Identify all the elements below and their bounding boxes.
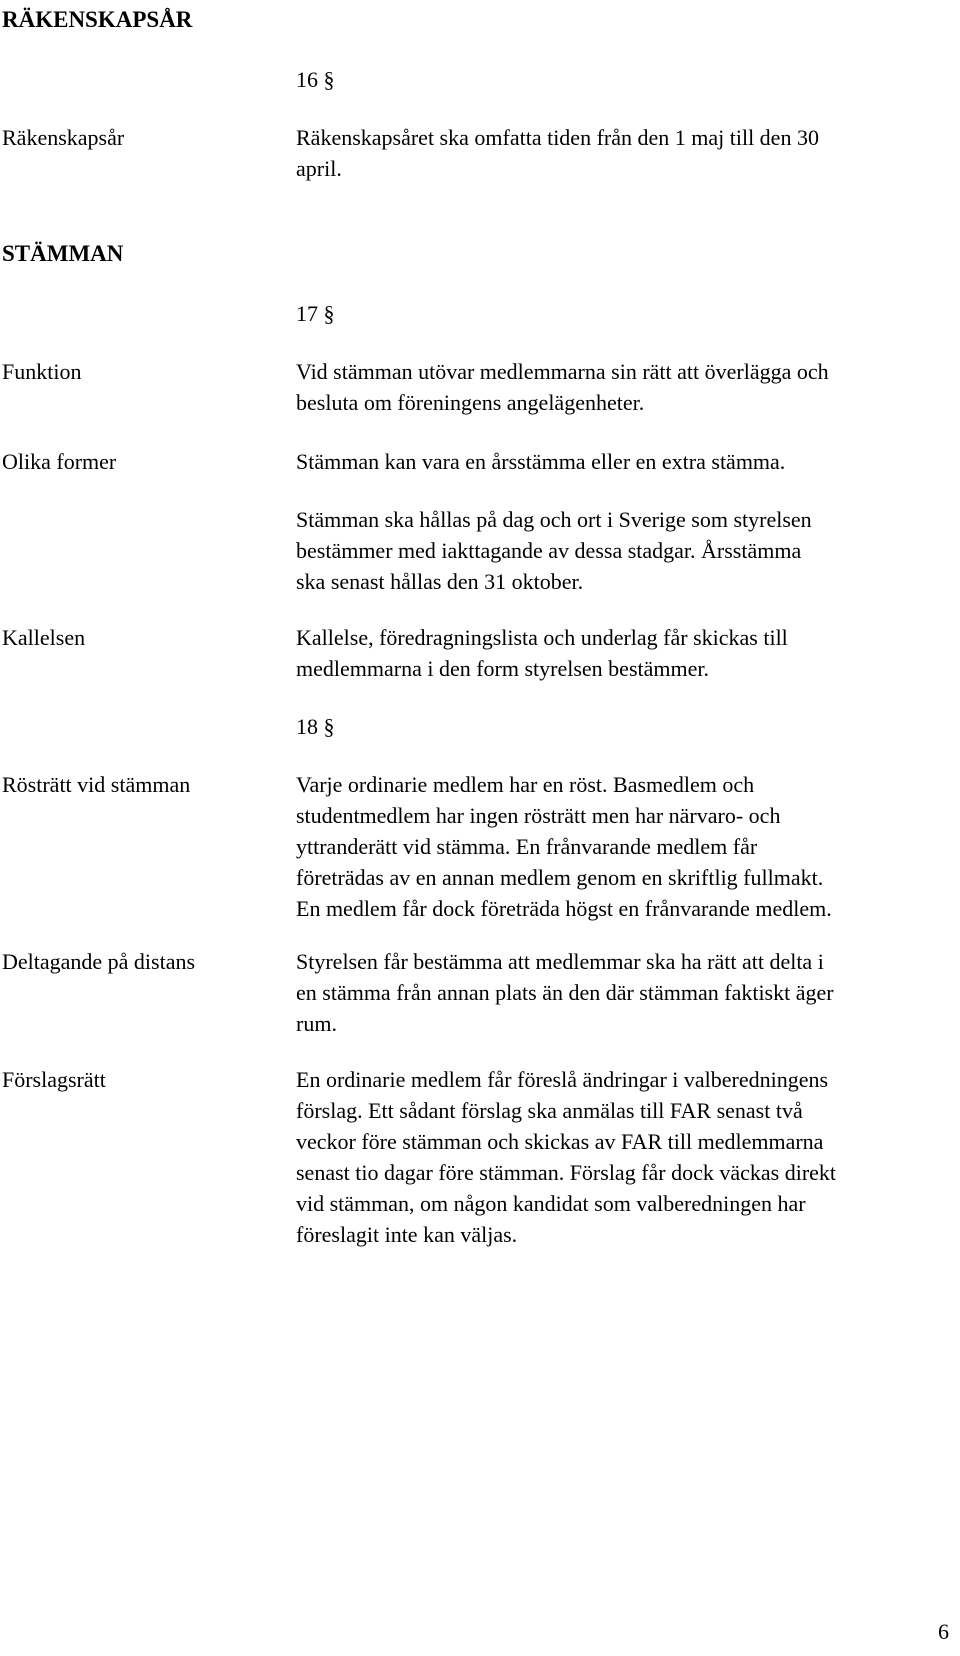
margin-label-funktion: Funktion xyxy=(2,359,82,384)
paragraph-number-17: 17 § xyxy=(296,301,335,326)
paragraph-forslagsratt: En ordinarie medlem får föreslå ändringar i valberedningens förslag. Ett sådant förslag ska anmälas till FAR senast två veckor före stämman och skickas av FAR till medlemmarna senast tio dagar före stämman. Förslag får dock väckas direkt vid stämman, om någon kandidat som valberedningen har föreslagit inte kan väljas. xyxy=(296,1067,837,1247)
paragraph-olika-former: Stämman kan vara en årsstämma eller en extra stämma. xyxy=(296,449,786,474)
margin-label-kallelsen: Kallelsen xyxy=(2,625,86,650)
margin-label-forslagsratt: Förslagsrätt xyxy=(2,1067,106,1092)
section-heading-stamman: STÄMMAN xyxy=(2,241,124,266)
paragraph-funktion: Vid stämman utövar medlemmarna sin rätt att överlägga och besluta om föreningens angelägenheter. xyxy=(296,359,829,415)
margin-label-rostratt: Rösträtt vid stämman xyxy=(2,772,191,797)
margin-label-deltagande-pa-distans: Deltagande på distans xyxy=(2,949,196,974)
paragraph-rostratt: Varje ordinarie medlem har en röst. Basmedlem och studentmedlem har ingen rösträtt men har närvaro- och yttranderätt vid stämma. En frånvarande medlem får företrädas av en annan medlem genom en skriftlig fullmakt. En medlem får dock företräda högst en frånvarande medlem. xyxy=(296,772,832,921)
paragraph-deltagande-pa-distans: Styrelsen får bestämma att medlemmar ska ha rätt att delta i en stämma från annan plats än den där stämman faktiskt äger rum. xyxy=(296,949,834,1036)
paragraph-kallelsen: Kallelse, föredragningslista och underlag får skickas till medlemmarna i den form styrelsen bestämmer. xyxy=(296,625,788,681)
margin-label-rakenskapsar: Räkenskapsår xyxy=(2,125,125,150)
paragraph-rakenskapsar: Räkenskapsåret ska omfatta tiden från den 1 maj till den 30 april. xyxy=(296,125,819,181)
paragraph-number-16: 16 § xyxy=(296,67,335,92)
page-number: 6 xyxy=(938,1619,949,1644)
paragraph-number-18: 18 § xyxy=(296,714,335,739)
paragraph-tid-och-ort: Stämman ska hållas på dag och ort i Sverige som styrelsen bestämmer med iakttagande av dessa stadgar. Årsstämma ska senast hållas den 31 oktober. xyxy=(296,507,812,594)
margin-label-olika-former: Olika former xyxy=(2,449,117,474)
section-heading-rakenskapsar: RÄKENSKAPSÅR xyxy=(2,7,193,32)
